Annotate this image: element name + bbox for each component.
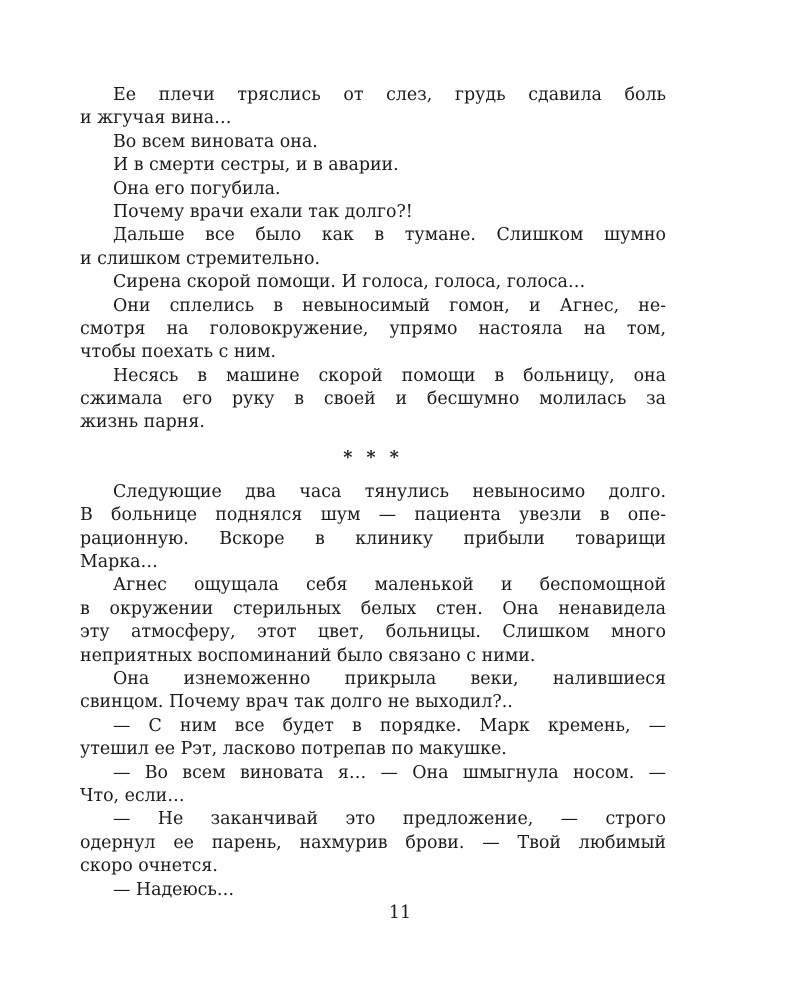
paragraph [80,131,666,154]
paragraph [80,365,666,435]
text-line: неприятных воспоминаний было связано с ними. [80,645,536,666]
text-line: Дальше все было как в тумане. Слишком шумно [113,225,666,246]
text-line: Агнес ощущала себя маленькой и беспомощной [113,575,666,596]
paragraph [80,879,666,902]
text-line: эту атмосферу, этот цвет, больницы. Слишком много [80,622,666,643]
paragraph [80,715,666,762]
paragraph [80,762,666,809]
text-line: утешил ее Рэт, ласково потрепав по макушке. [80,739,507,760]
text-line: Марка… [80,552,158,573]
text-line: — Во всем виновата я… — Она шмыгнула носом. — [113,762,666,783]
text-line: свинцом. Почему врач так долго не выходил?.. [80,692,513,713]
paragraph [80,481,666,575]
text-line: — Надеюсь… [113,879,235,900]
text-line: Ее плечи тряслись от слез, грудь сдавила боль [113,85,666,105]
paragraph [80,808,666,878]
text-line: жизнь парня. [80,412,205,433]
text-line: и слишком стремительно. [80,248,320,269]
text-line: Почему врачи ехали так долго?! [113,201,413,222]
text-line: Они сплелись в невыносимый гомон, и Агнес, не- [113,295,666,316]
paragraph [80,271,666,294]
paragraph [80,224,666,271]
paragraph [80,574,666,668]
scene-break-separator: * * * [343,447,403,468]
paragraph [80,201,666,224]
text-block-after-separator [80,481,666,902]
text-line: и жгучая вина… [80,108,232,129]
text-line: Она изнеможенно прикрыла веки, налившиеся [113,668,666,689]
page-body [80,84,666,902]
text-line: Она его погубила. [113,178,281,199]
text-block-before-separator [80,84,666,435]
text-line: Несясь в машине скорой помощи в больницу, она [113,365,666,386]
paragraph [80,178,666,201]
text-line: сжимала его руку в своей и бесшумно молилась за [80,389,666,410]
text-line: Следующие два часа тянулись невыносимо долго. [113,481,666,502]
text-line: рационную. Вскоре в клинику прибыли товарищи [80,528,666,549]
paragraph [80,295,666,365]
text-line: одернул ее парень, нахмурив брови. — Твой любимый [80,832,666,853]
page-number: 11 [388,903,412,923]
text-line: смотря на головокружение, упрямо настояла на том, [80,318,666,339]
text-line: — С ним все будет в порядке. Марк кремень, — [113,715,666,736]
paragraph [80,154,666,177]
text-line: скоро очнется. [80,856,218,877]
text-line: И в смерти сестры, и в аварии. [113,155,399,176]
text-line: Во всем виновата она. [113,131,318,152]
text-line: чтобы поехать с ним. [80,342,277,363]
paragraph [80,668,666,715]
text-line: — Не заканчивай это предложение, — строго [113,809,666,830]
text-line: Сирена скорой помощи. И голоса, голоса, голоса… [113,272,586,293]
text-line: В больнице поднялся шум — пациента увезли в опе- [80,505,666,526]
paragraph [80,84,666,131]
text-line: Что, если… [80,785,185,806]
text-line: в окружении стерильных белых стен. Она ненавидела [80,598,666,619]
